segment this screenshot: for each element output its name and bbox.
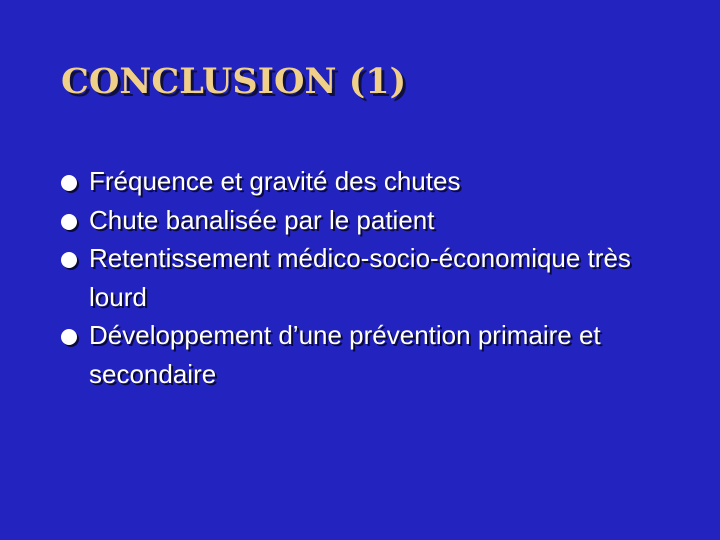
- bullet-dot-icon: [61, 214, 77, 230]
- bullet-item: [59, 316, 679, 393]
- bullet-list: [59, 162, 679, 393]
- bullet-item: [59, 201, 679, 240]
- bullet-text: Fréquence et gravité des chutes: [89, 166, 461, 196]
- bullet-dot-icon: [61, 252, 77, 268]
- bullet-item: [59, 162, 679, 201]
- bullet-item: [59, 239, 679, 316]
- bullet-text: Chute banalisée par le patient: [89, 204, 435, 235]
- slide-title: CONCLUSION (1): [61, 61, 407, 102]
- bullet-dot-icon: [61, 329, 77, 345]
- bullet-dot-icon: [61, 175, 77, 191]
- bullet-text: Retentissement médico-socio-économique très lourd: [89, 243, 631, 312]
- bullet-text: Développement d’une prévention primaire et secondaire: [89, 320, 601, 389]
